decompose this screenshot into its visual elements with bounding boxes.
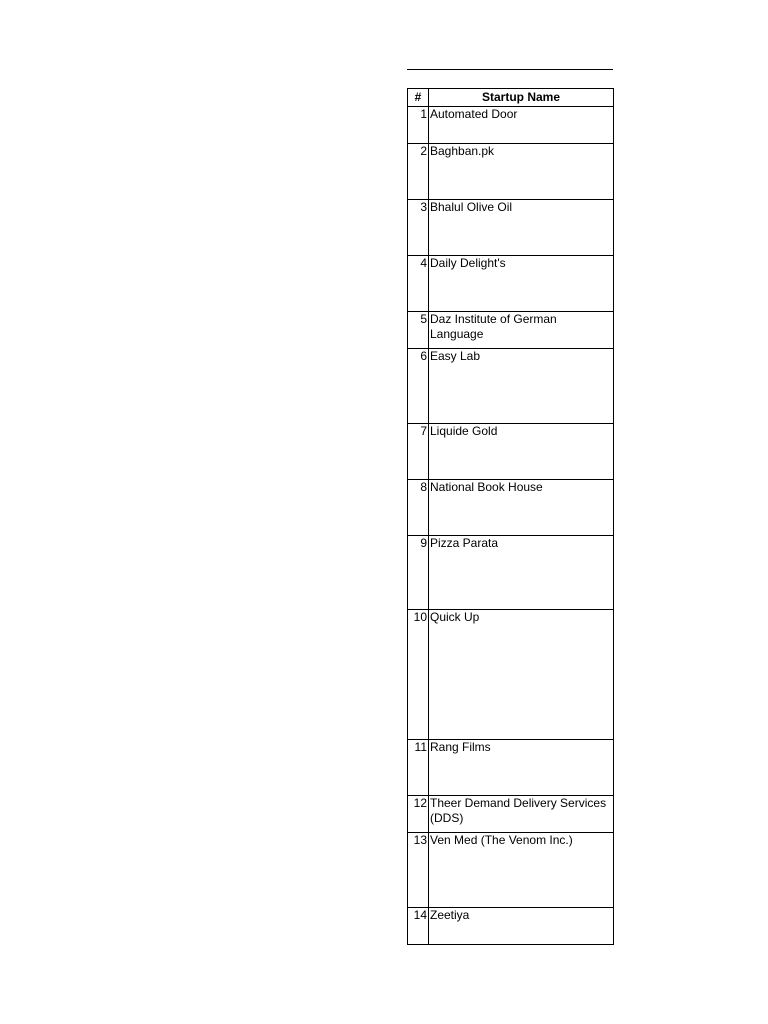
startup-name: Bhalul Olive Oil <box>429 200 614 256</box>
startup-name: Ven Med (The Venom Inc.) <box>429 833 614 908</box>
top-border-line <box>407 69 613 70</box>
table-row <box>408 349 614 424</box>
row-number: 1 <box>408 107 429 144</box>
table-row <box>408 312 614 349</box>
startup-name: Automated Door <box>429 107 614 144</box>
table-row <box>408 610 614 740</box>
table-row <box>408 908 614 945</box>
startup-name: Theer Demand Delivery Services (DDS) <box>429 796 614 833</box>
startup-name: Baghban.pk <box>429 144 614 200</box>
row-number: 4 <box>408 256 429 312</box>
table-row <box>408 144 614 200</box>
row-number: 3 <box>408 200 429 256</box>
row-number: 7 <box>408 424 429 480</box>
table-row <box>408 740 614 796</box>
row-number: 9 <box>408 536 429 610</box>
startup-name: Daily Delight's <box>429 256 614 312</box>
row-number: 2 <box>408 144 429 200</box>
startup-name: Zeetiya <box>429 908 614 945</box>
startup-name: Daz Institute of German Language <box>429 312 614 349</box>
table-row <box>408 796 614 833</box>
row-number: 10 <box>408 610 429 740</box>
row-number: 6 <box>408 349 429 424</box>
table-row <box>408 200 614 256</box>
table-row <box>408 256 614 312</box>
number-column-header: # <box>408 89 429 107</box>
startup-name: Rang Films <box>429 740 614 796</box>
table-row <box>408 833 614 908</box>
startup-name: National Book House <box>429 480 614 536</box>
startup-name: Quick Up <box>429 610 614 740</box>
startup-name: Easy Lab <box>429 349 614 424</box>
row-number: 12 <box>408 796 429 833</box>
row-number: 14 <box>408 908 429 945</box>
row-number: 11 <box>408 740 429 796</box>
header-row <box>408 89 614 107</box>
startup-name-column-header: Startup Name <box>429 89 614 107</box>
row-number: 13 <box>408 833 429 908</box>
table-row <box>408 107 614 144</box>
table-row <box>408 536 614 610</box>
row-number: 8 <box>408 480 429 536</box>
startup-name: Liquide Gold <box>429 424 614 480</box>
startup-name: Pizza Parata <box>429 536 614 610</box>
startup-table <box>407 88 614 945</box>
table-row <box>408 480 614 536</box>
table-row <box>408 424 614 480</box>
row-number: 5 <box>408 312 429 349</box>
